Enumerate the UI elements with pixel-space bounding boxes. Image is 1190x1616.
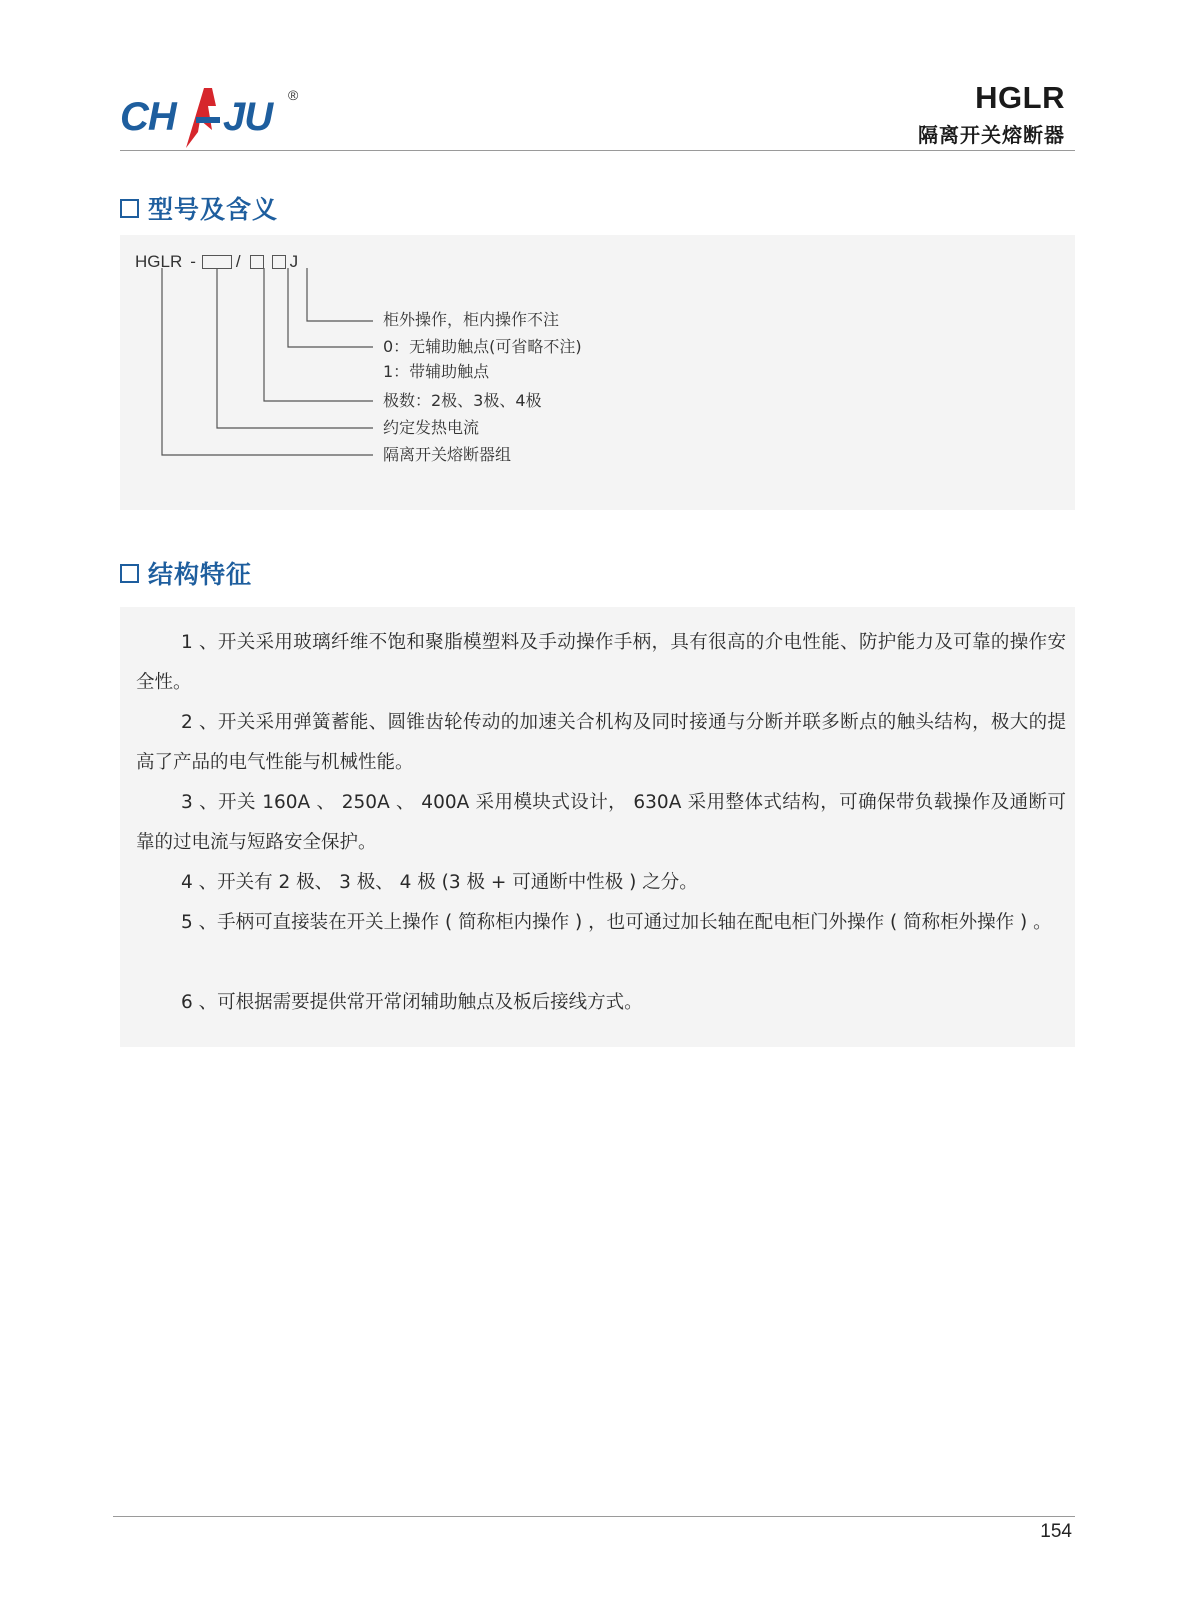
svg-text:CH: CH: [120, 95, 176, 139]
chaju-logo-icon: [120, 80, 310, 152]
section-title: 型号及含义: [148, 195, 279, 224]
diagram-label: 约定发热电流: [383, 418, 480, 437]
footer-divider: [113, 1516, 1075, 1517]
feature-paragraph: 1 、开关采用玻璃纤维不饱和聚脂模塑料及手动操作手柄，具有很高的介电性能、防护能力及可靠的操作安全性。: [136, 632, 1066, 693]
diagram-leader-lines: [120, 235, 1075, 510]
poles-placeholder-box: [250, 255, 264, 269]
current-placeholder-box: [202, 255, 232, 269]
svg-text:®: ®: [288, 87, 299, 103]
feature-paragraph: 4 、开关有 2 极、 3 极、 4 极 (3 极 + 可通断中性极 ) 之分。: [181, 872, 698, 893]
code-slash: /: [235, 252, 241, 271]
feature-paragraph: 2 、开关采用弹簧蓄能、圆锥齿轮传动的加速关合机构及同时接通与分断并联多断点的触头结构，极大的提高了产品的电气性能与机械性能。: [136, 712, 1066, 773]
diagram-label: 柜外操作，柜内操作不注: [383, 310, 560, 329]
model-designation-diagram: [120, 235, 1075, 510]
feature-paragraph: 5 、手柄可直接装在开关上操作 ( 简称柜内操作 ) ，也可通过加长轴在配电柜门外操作 ( 简称柜外操作 ) 。: [181, 912, 1052, 933]
model-code: [135, 250, 298, 272]
checkbox-square-icon: [120, 199, 139, 218]
code-prefix: HGLR: [135, 252, 183, 271]
product-name: 隔离开关熔断器: [918, 123, 1065, 147]
structure-features-panel: [120, 607, 1075, 1047]
brand-logo: [120, 80, 310, 152]
diagram-label: 0：无辅助触点(可省略不注): [383, 337, 582, 356]
code-suffix: J: [289, 252, 299, 271]
section-heading-structure: [120, 555, 252, 591]
page-number: 154: [1040, 1521, 1072, 1542]
feature-paragraph: 6 、可根据需要提供常开常闭辅助触点及板后接线方式。: [181, 992, 643, 1013]
header-divider: [120, 150, 1075, 151]
section-title: 结构特征: [148, 560, 253, 589]
model-title: HGLR: [975, 80, 1065, 115]
diagram-label: 极数：2极、3极、4极: [383, 391, 542, 410]
checkbox-square-icon: [120, 564, 139, 583]
svg-text:JU: JU: [223, 95, 273, 139]
code-dash: -: [190, 252, 196, 271]
section-heading-model: [120, 190, 278, 226]
diagram-label: 1：带辅助触点: [383, 362, 490, 381]
feature-paragraph: 3 、开关 160A 、 250A 、 400A 采用模块式设计， 630A 采用整体式结构，可确保带负载操作及通断可靠的过电流与短路安全保护。: [136, 792, 1066, 853]
aux-placeholder-box: [272, 255, 286, 269]
diagram-label: 隔离开关熔断器组: [383, 445, 512, 464]
